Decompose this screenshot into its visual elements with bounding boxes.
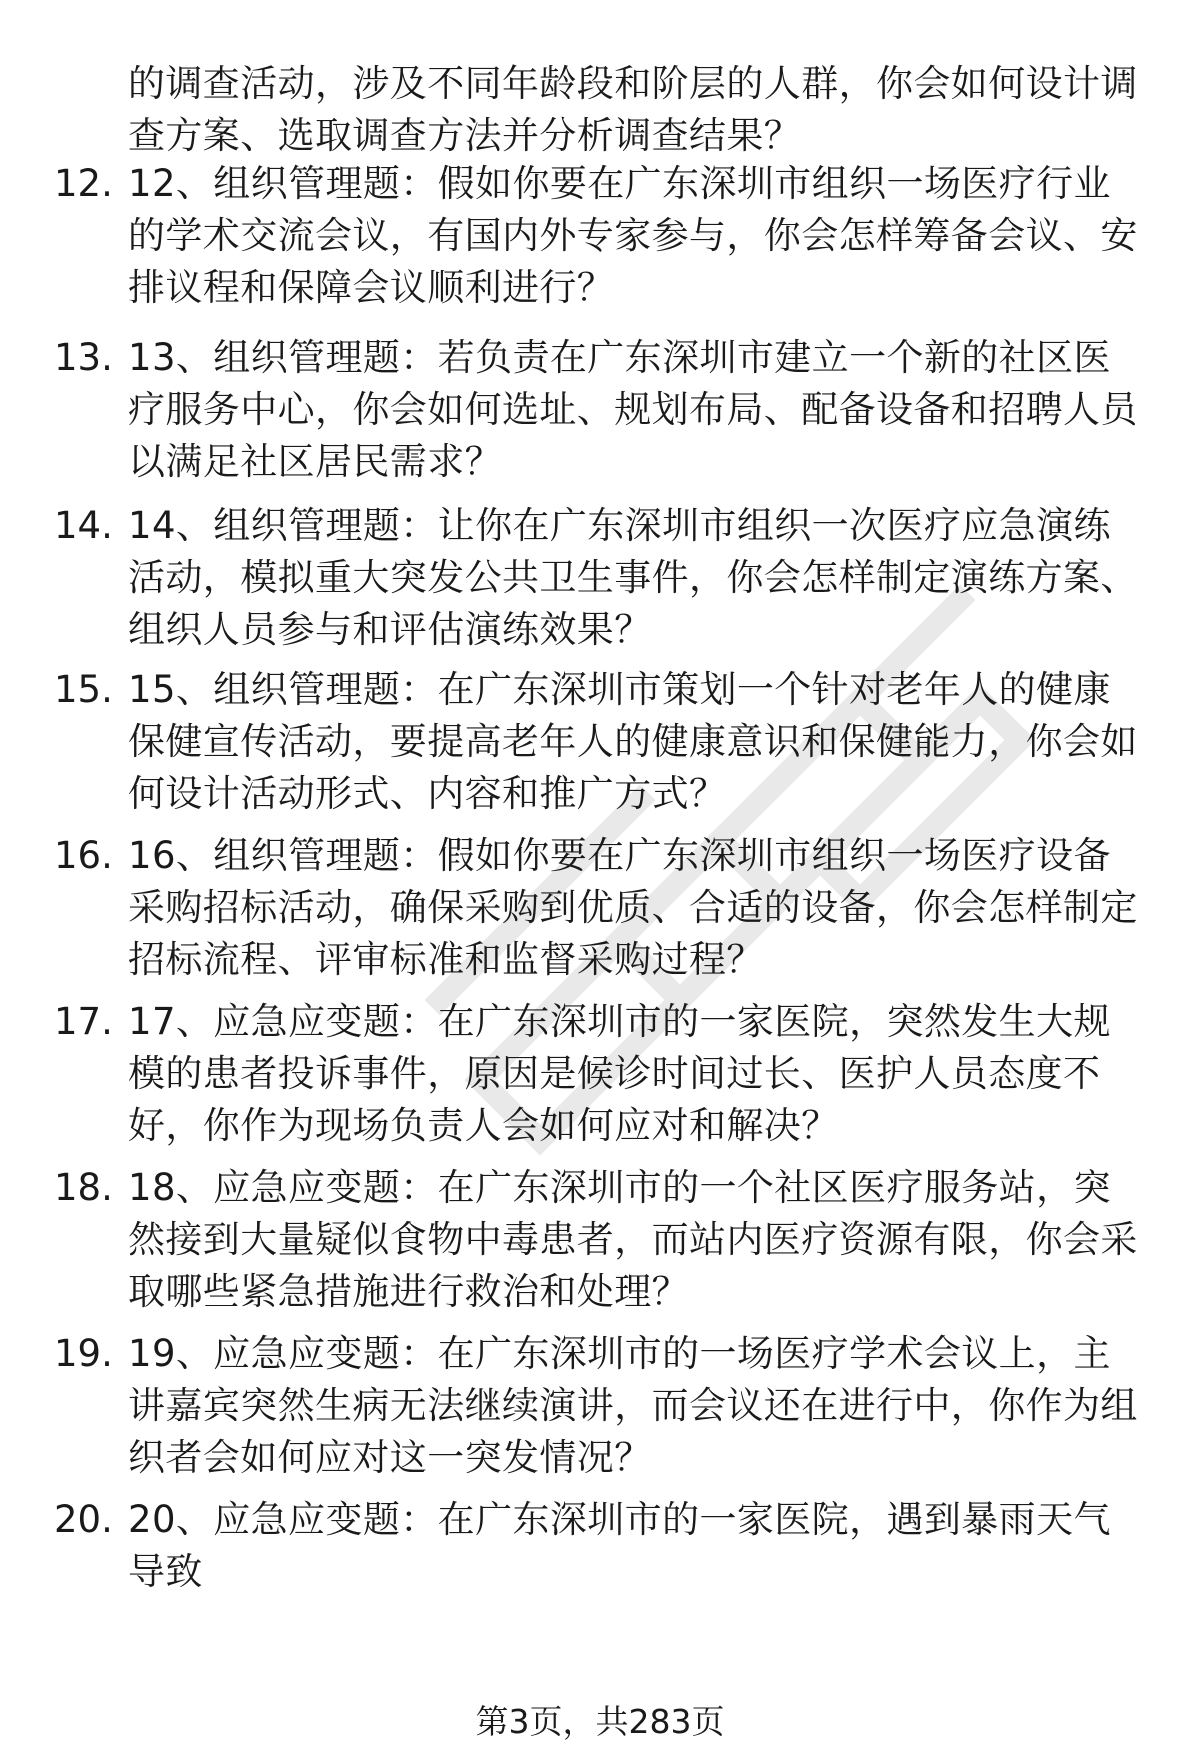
page-footer: 第3页，共283页: [475, 1702, 725, 1741]
question-text: 16、组织管理题：假如你要在广东深圳市组织一场医疗设备采购招标活动，确保采购到优质、合适的设备，你会怎样制定招标流程、评审标准和监督采购过程？: [128, 834, 1138, 981]
question-number: 17.: [54, 1000, 113, 1043]
question-number: 20.: [54, 1498, 113, 1541]
question-text: 17、应急应变题：在广东深圳市的一家医院，突然发生大规模的患者投诉事件，原因是候诊时间过长、医护人员态度不好，你作为现场负责人会如何应对和解决？: [128, 1000, 1111, 1147]
question-number: 15.: [54, 668, 113, 711]
question-text: 18、应急应变题：在广东深圳市的一个社区医疗服务站，突然接到大量疑似食物中毒患者，而站内医疗资源有限，你会采取哪些紧急措施进行救治和处理？: [128, 1166, 1138, 1313]
question-number: 16.: [54, 834, 113, 877]
question-number: 14.: [54, 504, 113, 547]
continuation-paragraph: 的调查活动，涉及不同年龄段和阶层的人群，你会如何设计调查方案、选取调查方法并分析调查结果？: [128, 62, 1138, 157]
question-text: 19、应急应变题：在广东深圳市的一场医疗学术会议上，主讲嘉宾突然生病无法继续演讲，而会议还在进行中，你作为组织者会如何应对这一突发情况？: [128, 1332, 1138, 1479]
question-number: 12.: [54, 162, 113, 205]
question-text: 13、组织管理题：若负责在广东深圳市建立一个新的社区医疗服务中心，你会如何选址、规划布局、配备设备和招聘人员以满足社区居民需求？: [128, 336, 1138, 483]
question-text: 15、组织管理题：在广东深圳市策划一个针对老年人的健康保健宣传活动，要提高老年人的健康意识和保健能力，你会如何设计活动形式、内容和推广方式？: [128, 668, 1138, 815]
question-number: 19.: [54, 1332, 113, 1375]
question-text: 14、组织管理题：让你在广东深圳市组织一次医疗应急演练活动，模拟重大突发公共卫生事件，你会怎样制定演练方案、组织人员参与和评估演练效果？: [128, 504, 1138, 651]
question-number: 13.: [54, 336, 113, 379]
question-text: 20、应急应变题：在广东深圳市的一家医院，遇到暴雨天气导致: [128, 1498, 1111, 1593]
question-number: 18.: [54, 1166, 113, 1209]
question-text: 12、组织管理题：假如你要在广东深圳市组织一场医疗行业的学术交流会议，有国内外专家参与，你会怎样筹备会议、安排议程和保障会议顺利进行？: [128, 162, 1138, 309]
